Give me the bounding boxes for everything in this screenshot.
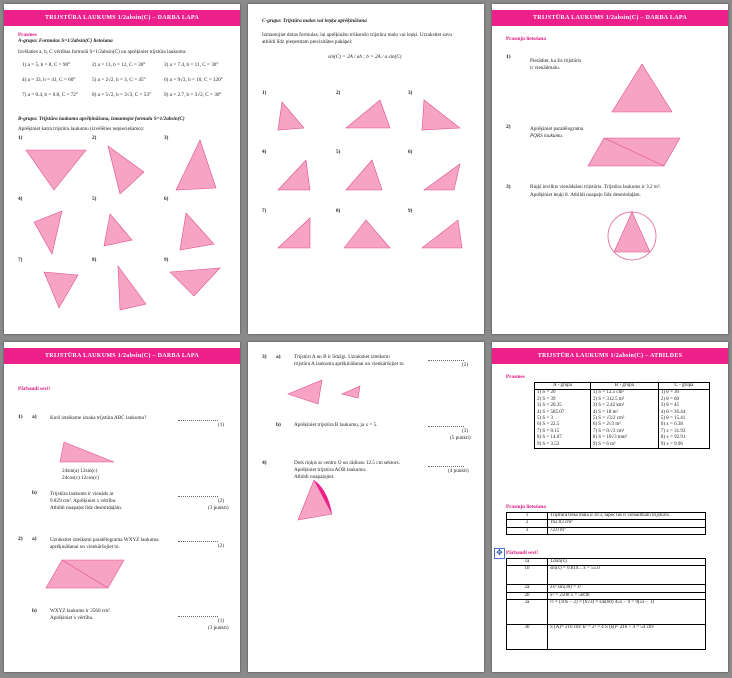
item-number: 7) <box>262 208 267 214</box>
question-number: 4) <box>262 460 267 466</box>
question-text: Aprēķiniet x vērtību. <box>50 615 94 621</box>
item-number: 1) <box>262 90 267 96</box>
question-part: b) <box>32 490 37 496</box>
a-exercise: 9) a = 2.7, b = 3√2, C = 30° <box>164 92 222 98</box>
item-number: 8) <box>336 208 341 214</box>
marks: (3) <box>462 428 469 434</box>
page-2 <box>248 4 484 334</box>
item-number: 5) <box>92 196 97 202</box>
c-group-instructions: Izmantojiet dotas formulas, lai aprēķinātu trūkstošo trijstūra malu vai leņķi. Uzrakstiet savu <box>262 32 453 38</box>
section-title: Pārbaudi sevi! <box>18 386 51 392</box>
question-text: Aprēķiniet leņķi θ. Atbildi noapaļo līdz desmitdaļām. <box>530 192 641 198</box>
page-header: TRIJSTŪRA LAUKUMS 1/2absin(C) – DARBA LAPA <box>4 10 240 26</box>
c-group-instructions: atbildi līdz pieņemtam precizitātes pakāpei: <box>262 39 353 45</box>
question-text: Riņķī ievilkts vienādsānu trijstūris. Trijstūra laukums ir 3.2 m². <box>530 184 661 190</box>
a-exercise: 6) a = 9√3, b = 10, C = 120° <box>164 77 223 83</box>
question-text: Dots riņķis ar centru O un rādiusu 12.5 cm sektors. <box>294 460 400 466</box>
item-number: 1) <box>18 135 23 141</box>
question-text: Pierādiet, ka šis trijstūris <box>530 58 582 64</box>
question-text: Aprēķiniet paralēlograma <box>530 126 584 132</box>
question-text: Trijstūri A un B ir līdzīgi. Uzrakstiet izteiksmi <box>294 354 390 360</box>
item-number: 3) <box>408 90 413 96</box>
question-text: PQRS laukumu. <box>530 133 564 139</box>
question-part: a) <box>276 354 281 360</box>
question-text: Trijstūra laukums ir vienāds ar <box>50 491 114 497</box>
column-header: A - grupa <box>535 383 591 390</box>
a-exercise: 2) a = 13, b = 12, C = 30° <box>92 62 146 68</box>
question-text: Aprēķiniet trijstūra B laukumu, ja x = 5. <box>294 422 378 428</box>
a-exercise: 1) a = 5, b = 8, C = 90° <box>22 62 71 68</box>
a-exercise: 4) a = 33, b = 41, C = 60° <box>22 77 76 83</box>
page-3 <box>492 4 728 334</box>
marks: (4 punkti) <box>448 468 469 474</box>
question-part: a) <box>32 414 37 420</box>
application-answers-table: 1 Trijstūra trešā mala ir 4√3, tāpēc tas ir vienādmalu trijstūris. 2 162.03 cm² 3 72.0 m° <box>506 512 706 535</box>
page-1 <box>4 4 240 334</box>
answer-options: 24cos(c) 12cos(c) <box>62 475 100 481</box>
geometry-figure <box>492 4 728 334</box>
a-exercise: 7) a = 0.4, b = 0.8, C = 72° <box>22 92 78 98</box>
question-text: ir vienādmalu. <box>530 65 560 71</box>
section-title: Pārbaudi sevi! <box>506 550 539 556</box>
a-group-instructions: Izvēlaties a, b, C vērtības formulā S=1/2absin(C) un aprēķiniet trijstūra laukumu: <box>18 49 187 55</box>
marks: (2) <box>218 543 225 549</box>
marks: (2) <box>462 362 469 368</box>
question-number: 3) <box>506 184 511 190</box>
marks: (5 punkti) <box>450 435 471 441</box>
item-number: 4) <box>262 149 267 155</box>
item-number: 8) <box>92 257 97 263</box>
b-group-instructions: Aprēķiniet katra trijstūra laukumu (izvēlēties nepieciešamo): <box>18 126 145 132</box>
section-title: Prasmju lietošana <box>506 36 546 42</box>
page-header: TRIJSTŪRA LAUKUMS 1/2absin(C) – DARBA LAPA <box>4 348 240 364</box>
item-number: 2) <box>336 90 341 96</box>
question-text: Uzrakstiet izteiksmi paralēlograma WXYZ laukuma <box>50 537 159 543</box>
marks: (2) <box>218 498 225 504</box>
section-title: Prasmju lietošana <box>506 504 546 510</box>
column-header: B - grupa <box>590 383 658 390</box>
question-number: 1) <box>18 414 23 420</box>
question-text: aprēķināšanai un vienkāršojiet to. <box>50 544 120 550</box>
page-4 <box>4 342 240 672</box>
triangle-figure <box>4 4 240 334</box>
geometry-figure <box>4 342 240 672</box>
item-number: 2) <box>92 135 97 141</box>
table-move-handle-icon[interactable]: ✥ <box>494 548 505 559</box>
marks: (1) <box>218 618 225 624</box>
marks: (3 punkti) <box>208 505 229 511</box>
marks: (1) <box>218 422 225 428</box>
item-number: 9) <box>408 208 413 214</box>
question-number: 2) <box>506 124 511 130</box>
column-header: C - grupa <box>658 383 709 390</box>
self-check-answers-table: 1a 12sin(x) 1b sin(x) = 0.819... x = 55.0 2a 2x² sin(30) = x² 2b x² = 2500 x = 50cm 3a ½ × (10x − 2) × (6√3) × sin(60) 45x − 9 = 9(5x − 1) 3b S (A)= 216 cm² k² = 2² = 4 S (B)= 216 ÷ 4 = 54 cm² <box>506 558 706 650</box>
item-number: 6) <box>164 196 169 202</box>
answer-column-b: 1) S = 12.5 cm² 2) S = 312.5 m² 3) S = 2.42 km² 4) S = 18 m² 5) S = √3/2 cm² 6) S = 2√3 m² 7) S = 0.√3 cm² 8) S = 10√3 mm² 9) S = 6 m² <box>590 390 658 449</box>
marks: (3 punkti) <box>208 625 229 631</box>
a-exercise: 5) a = 2√2, b = 3, C = 45° <box>92 77 146 83</box>
answer-options: 24sin(a) 12sin(c) <box>62 468 98 474</box>
c-group-title: C-grupa: Trijstūra malas vai leņķa aprēķināšana <box>262 18 367 24</box>
a-exercise: 8) a = 5√2, b = 3√3, C = 53° <box>92 92 152 98</box>
question-number: 2) <box>18 536 23 542</box>
question-text: 9.829 cm². Aprēķiniet x vērtību. <box>50 498 117 504</box>
question-text: Aprēķiniet trijstūra AOB laukumu. <box>294 467 367 473</box>
section-title: Prasmes <box>506 374 525 380</box>
item-number: 9) <box>164 257 169 263</box>
question-text: WXYZ laukums ir 2560 cm². <box>50 608 112 614</box>
page-5 <box>248 342 484 672</box>
formula: sin(C) = 2A / ab ; b = 2A / a sin(C) <box>328 54 402 60</box>
question-number: 3) <box>262 354 267 360</box>
question-text: Kurš izteiksme izsaka trijstūra ABC laukumu? <box>50 415 147 421</box>
item-number: 4) <box>18 196 23 202</box>
page-6 <box>492 342 728 672</box>
b-group-title: B-grupa: Trijstūra laukuma aprēķināšana, izmantojot formulu S=1/2absin(C) <box>18 116 185 122</box>
item-number: 7) <box>18 257 23 263</box>
question-part: b) <box>32 608 37 614</box>
a-exercise: 3) a = 7.4, b = 11, C = 30° <box>164 62 219 68</box>
answers-table <box>534 382 710 449</box>
question-text: Atbildi noapaļojiet. <box>294 474 335 480</box>
page-header: TRIJSTŪRA LAUKUMS 1/2absin(C) – DARBA LAPA <box>492 10 728 26</box>
geometry-figure <box>248 342 484 672</box>
answer-column-c: 1) θ = 30 2) θ = 60 3) θ = 45 4) θ = 36.44 5) θ = 15.41 6) x = 6.38 7) x = 31.93 8) x = 92.91 9) x = 9.96 <box>658 390 709 449</box>
item-number: 3) <box>164 135 169 141</box>
answer-column-a: 1) S = 20 2) S = 39 3) S = 20.35 4) S = 585.07 5) S = 3 6) S = 22.5 7) S = 0.15 8) S = 14.67 9) S = 3.53 <box>535 390 591 449</box>
a-group-title: A-grupa: Formulas S=1/2absin(C) lietošana <box>18 38 113 44</box>
section-title: Prasmes <box>18 32 37 38</box>
question-number: 1) <box>506 54 511 60</box>
question-part: b) <box>276 422 281 428</box>
page-header: TRIJSTŪRA LAUKUMS 1/2absin(C) – ATBILDES <box>492 348 728 364</box>
triangle-figure <box>248 4 484 334</box>
question-text: Atbildi noapaļot līdz desmitdaļām. <box>50 505 123 511</box>
question-text: trijstūra A laukuma aprēķināšanai un vienkāršojiet to. <box>294 361 405 367</box>
question-part: a) <box>32 536 37 542</box>
item-number: 6) <box>408 149 413 155</box>
item-number: 5) <box>336 149 341 155</box>
